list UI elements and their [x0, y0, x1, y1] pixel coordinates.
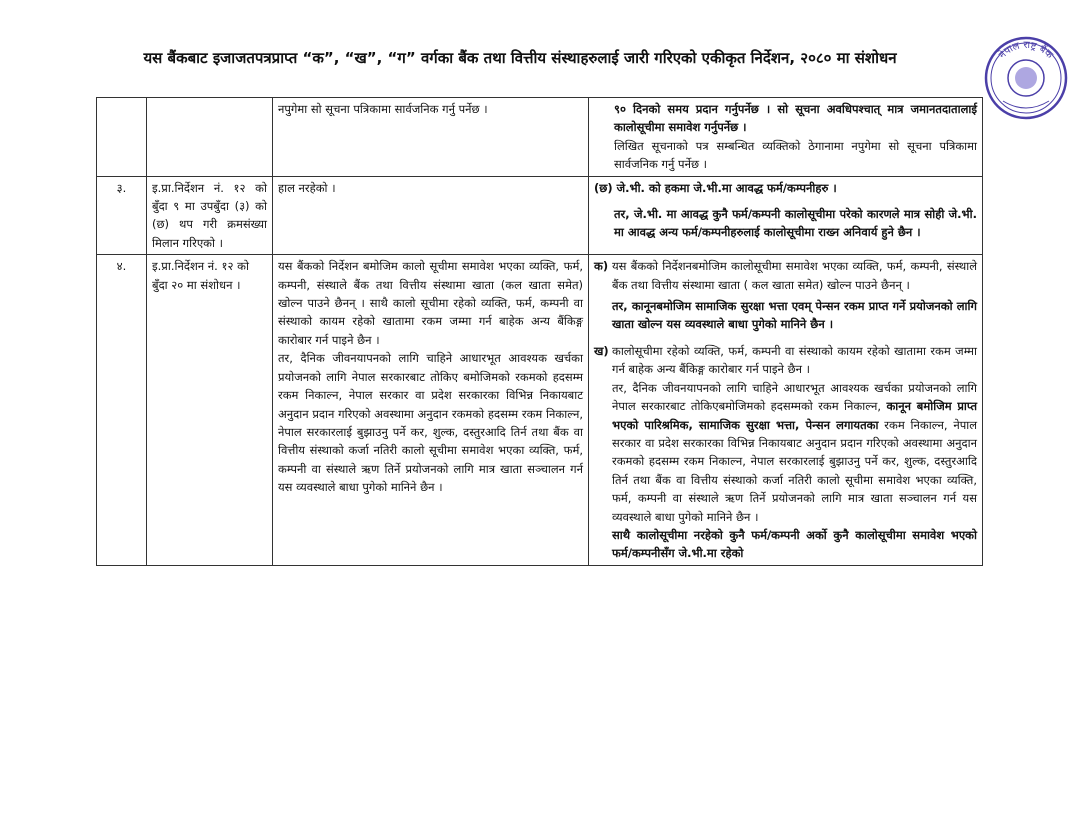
clause-label: ख): [594, 343, 609, 358]
clause-closing: साथै कालोसूचीमा नरहेको कुनै फर्म/कम्पनी अर्को कुनै कालोसूचीमा समावेश भएको फर्म/कम्पनीसँग जे.भी.मा रहेको: [612, 527, 977, 561]
clause-text: यस बैंकको निर्देशनबमोजिम कालोसूचीमा समावेश भएका व्यक्ति, फर्म, कम्पनी, संस्थाले बैंक तथा वित्तीय संस्थामा खाता ( कल खाता समेत) खोल्न पाउने छैनन् ।: [612, 259, 977, 292]
amendment-table: [96, 97, 983, 566]
clause-proviso: [612, 379, 977, 526]
revised-provision-cell: [589, 176, 983, 255]
revised-provision-cell: [589, 98, 983, 177]
revised-clause-ka: [594, 257, 977, 334]
proviso-end: रकम निकाल्न, नेपाल सरकार वा प्रदेश सरकारका विभिन्न निकायबाट अनुदान प्रदान गरिएको अवस्थामा अनुदान रकमको हदसम्म रकम निकाल्न, नेपाल सरकारलाई बुझाउनु पर्ने कर, शुल्क, दस्तुरआदि तिर्न तथा बैंक वा वित्तीय संस्थाको कर्जा नतिरी कालो सूचीमा समावेश भएका व्यक्ति, फर्म, कम्पनी वा संस्थाले ऋण तिर्ने प्रयोजनको लागि मात्र खाता सञ्चालन गर्न यस व्यवस्थाले बाधा पुगेको मानिने छैन ।: [612, 417, 978, 524]
nrb-seal-logo: [983, 35, 1069, 121]
clause-label: क): [594, 259, 609, 274]
reference-cell: इ.प्रा.निर्देशन नं. १२ को बुँदा २० मा संशोधन ।: [147, 255, 273, 566]
revised-heading: (छ) जे.भी. को हकमा जे.भी.मा आवद्ध फर्म/कम्पनीहरु ।: [594, 180, 837, 195]
current-provision-cell: [273, 255, 589, 566]
seal-text: नेपाल राष्ट्र बैंक: [997, 39, 1055, 61]
table-row: [97, 255, 983, 566]
table-row: [97, 98, 983, 177]
revised-text: लिखित सूचनाको पत्र सम्बन्धित व्यक्तिको ठेगानामा नपुगेमा सो सूचना पत्रिकामा सार्वजनिक गर्नु पर्नेछ ।: [614, 138, 977, 172]
revised-bold-text: तर, जे.भी. मा आवद्ध कुनै फर्म/कम्पनी कालोसूचीमा परेको कारणले मात्र सोही जे.भी. मा आवद्ध अन्य फर्म/कम्पनीहरुलाई कालोसूचीमा राख्न अनिवार्य हुने छैन ।: [614, 207, 977, 240]
serial-cell: ३.: [97, 176, 147, 255]
clause-text: कालोसूचीमा रहेको व्यक्ति, फर्म, कम्पनी वा संस्थाको कायम रहेको खातामा रकम जम्मा गर्न बाहेक अन्य बैंकिङ्ग कारोबार गर्न पाइने छैन ।: [612, 343, 977, 377]
reference-cell: इ.प्रा.निर्देशन नं. १२ को बुँदा ९ मा उपबुँदा (३) को (छ) थप गरी क्रमसंख्या मिलान गरिएको ।: [147, 176, 273, 255]
proviso-bold: कानून बमोजिम प्राप्त भएको पारिश्रमिक, सामाजिक सुरक्षा भत्ता, पेन्सन लगायतका: [612, 399, 978, 432]
current-text: यस बैंकको निर्देशन बमोजिम कालो सूचीमा समावेश भएका व्यक्ति, फर्म, कम्पनी, संस्थाले बैंक तथा वित्तीय संस्थामा खाता (कल खाता समेत) खोल्न पाउने छैनन् । साथै कालो सूचीमा रहेको व्यक्ति, फर्म, कम्पनी वा संस्थाको कायम रहेको खातामा रकम जम्मा गर्न बाहेक अन्य बैंकिङ्ग कारोबार गर्न पाइने छैन ।: [278, 259, 583, 347]
current-text: हाल नरहेको ।: [278, 180, 336, 195]
serial-cell: [97, 98, 147, 177]
page-title: यस बैंकबाट इजाजतपत्रप्राप्त “क”, “ख”, “ग” वर्गका बैंक तथा वित्तीय संस्थाहरुलाई जारी गरिएको एकीकृत निर्देशन, २०८० मा संशोधन: [143, 49, 897, 67]
serial-cell: ४.: [97, 255, 147, 566]
current-text: नपुगेमा सो सूचना पत्रिकामा सार्वजनिक गर्नु पर्नेछ ।: [278, 102, 488, 116]
reference-cell: [147, 98, 273, 177]
revised-provision-cell: [589, 255, 983, 566]
clause-proviso: तर, कानूनबमोजिम सामाजिक सुरक्षा भत्ता एवम् पेन्सन रकम प्राप्त गर्ने प्रयोजनको लागि खाता खोल्न यस व्यवस्थाले बाधा पुगेको मानिने छैन ।: [612, 299, 977, 332]
current-provision-cell: [273, 98, 589, 177]
revised-bold-text: ९० दिनको समय प्रदान गर्नुपर्नेछ । सो सूचना अवधिपश्चात् मात्र जमानतदातालाई कालोसूचीमा समावेश गर्नुपर्नेछ ।: [614, 102, 977, 135]
table-row: [97, 176, 983, 255]
current-provision-cell: [273, 176, 589, 255]
proviso-start: तर, दैनिक जीवनयापनको लागि चाहिने आधारभूत आवश्यक खर्चका प्रयोजनको लागि नेपाल सरकारबाट तोकिएबमोजिमको हदसम्मको रकम निकाल्न,: [612, 380, 977, 414]
revised-clause-kha: [594, 342, 977, 563]
current-proviso-text: तर, दैनिक जीवनयापनको लागि चाहिने आधारभूत आवश्यक खर्चका प्रयोजनको लागि नेपाल सरकारबाट तोकिए बमोजिमको रकमको हदसम्म रकम निकाल्न, नेपाल सरकार वा प्रदेश सरकारका विभिन्न निकायबाट अनुदान प्रदान गरिएको अवस्थामा अनुदान रकमको हदसम्म रकम निकाल्न, नेपाल सरकारलाई बुझाउनु पर्ने कर, शुल्क, दस्तुरआदि तिर्न तथा बैंक वा वित्तीय संस्थाको कर्जा नतिरी कालो सूचीमा समावेश भएका व्यक्ति, फर्म, कम्पनी वा संस्थाले ऋण तिर्ने प्रयोजनको लागि मात्र खाता सञ्चालन गर्न यस व्यवस्थाले बाधा पुगेको मानिने छैन ।: [278, 351, 583, 495]
